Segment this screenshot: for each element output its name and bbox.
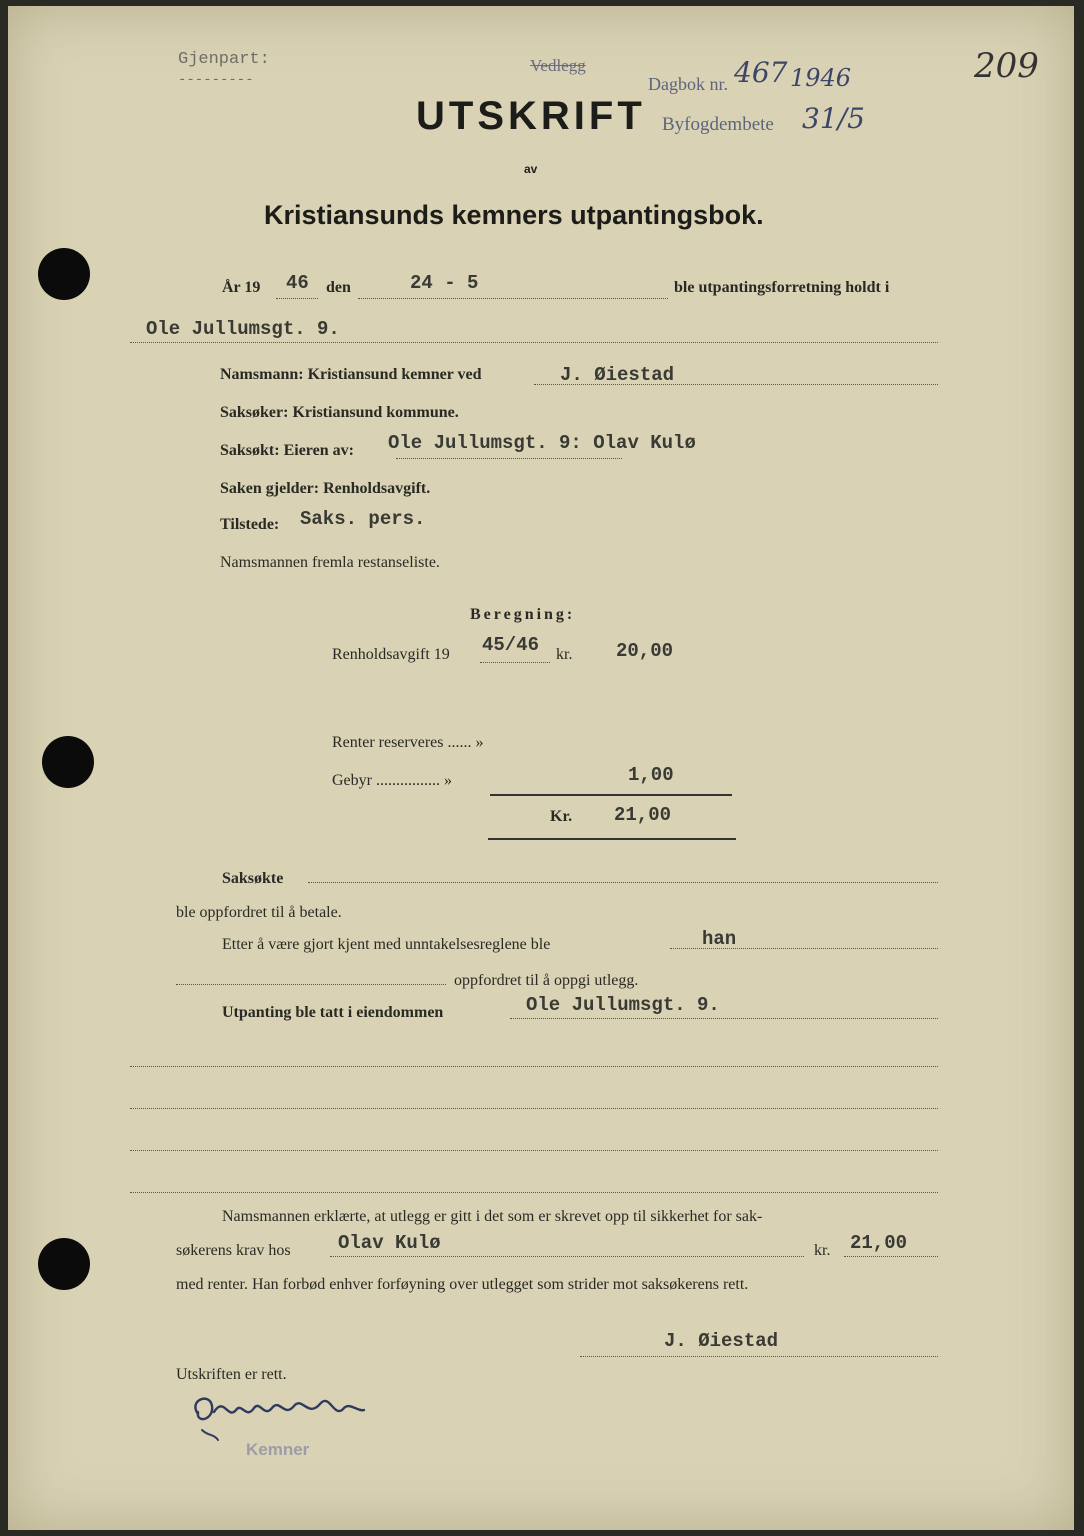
date-note: 31/5 (802, 102, 865, 135)
kemner-stamp: Kemner (246, 1440, 310, 1459)
punch-hole (38, 248, 90, 300)
erklaerte-line-2: søkerens krav hos (176, 1242, 291, 1259)
oppgi-line: oppfordret til å oppgi utlegg. (454, 972, 639, 989)
fremla-line: Namsmannen fremla restanseliste. (220, 554, 440, 571)
holdt-label: ble utpantingsforretning holdt i (674, 279, 890, 296)
saksokte-label: Saksøkte (222, 870, 284, 887)
renhold-year: 45/46 (482, 634, 540, 656)
dotted-line (330, 1256, 804, 1257)
renhold-kr-label: kr. (556, 646, 573, 663)
utpanting-label: Utpanting ble tatt i eiendommen (222, 1004, 444, 1021)
document-page (8, 6, 1074, 1530)
document-subtitle: Kristiansunds kemners utpantingsbok. (264, 200, 764, 230)
gjenpart-underline: --------- (178, 72, 254, 88)
erklaerte-line-1: Namsmannen erklærte, at utlegg er gitt i det som er skrevet opp til sikkerhet for sak- (222, 1208, 763, 1225)
erklaerte-line-3: med renter. Han forbød enhver forføyning over utlegget som strider mot saksøkerens rett. (176, 1276, 749, 1293)
dotted-line (308, 882, 938, 883)
dotted-line (130, 1192, 938, 1193)
sum-rule (490, 794, 732, 796)
dagbok-label: Dagbok nr. (648, 74, 728, 94)
utpanting-value: Ole Jullumsgt. 9. (526, 994, 720, 1016)
total-amount: 21,00 (614, 804, 672, 826)
dotted-line (130, 1108, 938, 1109)
namsmann-label: Namsmann: Kristiansund kemner ved (220, 366, 482, 383)
punch-hole (42, 736, 94, 788)
signature-line (580, 1356, 938, 1357)
dotted-line (130, 1066, 938, 1067)
total-label: Kr. (550, 808, 573, 825)
dotted-line (844, 1256, 938, 1257)
utskriften-line: Utskriften er rett. (176, 1366, 287, 1383)
dotted-line (276, 298, 318, 299)
dotted-line (130, 1150, 938, 1151)
den-label: den (326, 279, 351, 296)
aar-label: År 19 (222, 279, 261, 296)
dotted-line (510, 1018, 938, 1019)
av-label: av (524, 162, 538, 176)
date-value: 24 - 5 (410, 272, 479, 294)
calc-heading: Beregning: (470, 606, 576, 623)
signature-typed: J. Øiestad (664, 1330, 779, 1352)
saksoker-line: Saksøker: Kristiansund kommune. (220, 404, 459, 421)
page-number: 209 (974, 46, 1039, 86)
place-value: Ole Jullumsgt. 9. (146, 318, 340, 340)
total-rule (488, 838, 736, 840)
dotted-line (130, 342, 938, 343)
tilstede-label: Tilstede: (220, 516, 280, 533)
etter-value: han (702, 928, 737, 950)
tilstede-value: Saks. pers. (300, 508, 426, 530)
year-value: 46 (286, 272, 309, 294)
punch-hole (38, 1238, 90, 1290)
renhold-amount: 20,00 (616, 640, 674, 662)
saksokt-label: Saksøkt: Eieren av: (220, 442, 354, 459)
krav-hos-value: Olav Kulø (338, 1232, 441, 1254)
dagbok-number: 467 (734, 56, 788, 89)
gebyr-amount: 1,00 (628, 764, 674, 786)
handwritten-signature (184, 1390, 384, 1444)
renter-line: Renter reserveres ...... » (332, 734, 484, 751)
dotted-line (358, 298, 668, 299)
etter-label: Etter å være gjort kjent med unntakelsesreglene ble (222, 936, 551, 953)
namsmann-value: J. Øiestad (560, 364, 675, 386)
krav-kr-label: kr. (814, 1242, 831, 1259)
dotted-line (396, 458, 622, 459)
dotted-line (480, 662, 550, 663)
byfogd-stamp: Byfogdembete (662, 114, 774, 135)
document-title: UTSKRIFT (416, 94, 646, 138)
oppfordret-betale: ble oppfordret til å betale. (176, 904, 342, 921)
dotted-line (176, 984, 446, 985)
saksokt-value: Ole Jullumsgt. 9: Olav Kulø (388, 432, 696, 454)
dagbok-year: 1946 (790, 64, 852, 92)
saken-line: Saken gjelder: Renholdsavgift. (220, 480, 431, 497)
gjenpart-label: Gjenpart: (178, 50, 270, 69)
krav-amount: 21,00 (850, 1232, 908, 1254)
gebyr-line: Gebyr ................ » (332, 772, 452, 789)
struck-stamp: Vedlegg (530, 56, 586, 75)
renhold-label: Renholdsavgift 19 (332, 646, 450, 663)
